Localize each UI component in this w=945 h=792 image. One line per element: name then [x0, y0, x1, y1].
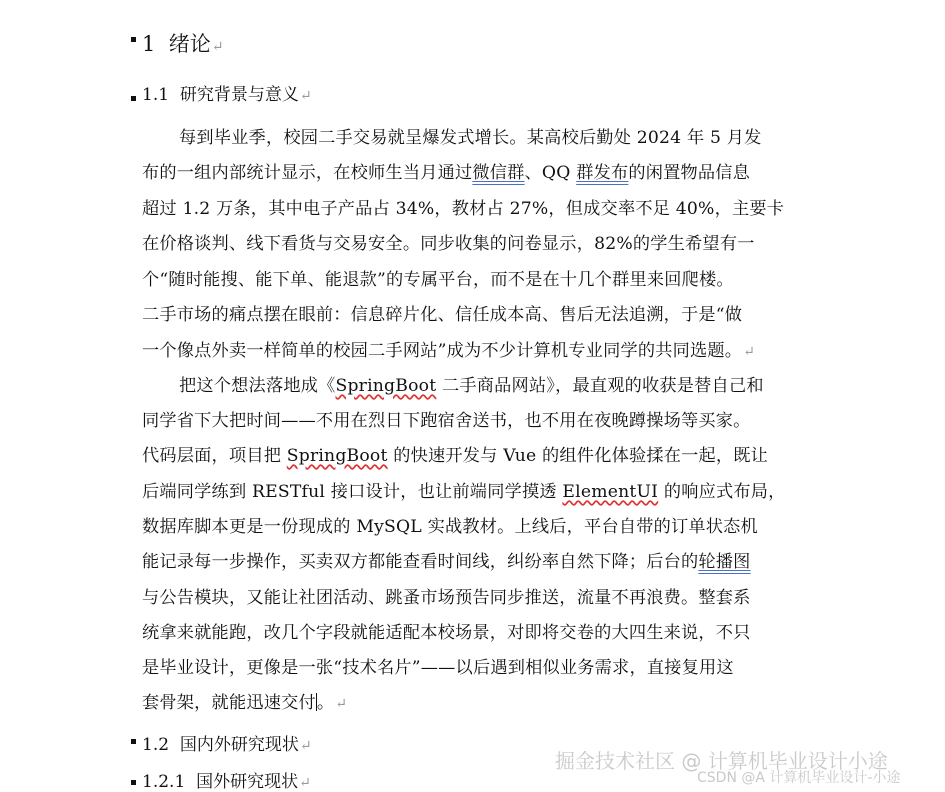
text-line: 个“随时能搜、能下单、能退款”的专属平台，而不是在十几个群里来回爬楼。: [142, 270, 734, 290]
text-line: 能记录每一步操作，买卖双方都能查看时间线，纠纷率自然下降；后台的轮播图: [142, 552, 751, 572]
heading-1-1[interactable]: [142, 80, 312, 105]
paragraph-mark-icon: ↵: [211, 39, 224, 55]
text-line: 在价格谈判、线下看货与交易安全。同步收集的问卷显示，82%的学生希望有一: [142, 234, 755, 254]
text-line: 数据库脚本更是一份现成的 MySQL 实战教材。上线后，平台自带的订单状态机: [142, 517, 758, 537]
watermark-main: 掘金技术社区 @ 计算机毕业设计小途: [555, 749, 888, 773]
grammar-underlined-word: 轮播图: [698, 552, 751, 572]
text-line: 超过 1.2 万条，其中电子产品占 34%，教材占 27%，但成交率不足 40%，主要卡: [142, 199, 785, 219]
spell-underlined-word: SpringBoot: [286, 446, 388, 466]
text-line: 一个像点外卖一样简单的校园二手网站”成为不少计算机专业同学的共同选题。↵: [142, 341, 756, 361]
heading-1-2[interactable]: [142, 730, 312, 755]
text-line: 布的一组内部统计显示，在校师生当月通过微信群、QQ 群发布的闲置物品信息: [142, 163, 751, 183]
watermark-sub: CSDN @A 计算机毕业设计-小途: [697, 770, 901, 786]
heading-1-2-1[interactable]: [142, 767, 311, 792]
heading-1-2-text: 国内外研究现状: [179, 735, 299, 755]
heading-marker: [131, 780, 136, 785]
heading-1-1-text: 研究背景与意义: [179, 85, 299, 105]
text-line: 统拿来就能跑，改几个字段就能适配本校场景，对即将交卷的大四生来说，不只: [142, 623, 751, 643]
heading-1-1-number: 1.1: [142, 85, 170, 105]
heading-marker: [131, 96, 136, 101]
text-line: 代码层面，项目把 SpringBoot 的快速开发与 Vue 的组件化体验揉在一起，既让: [142, 446, 769, 466]
heading-1-2-1-number: 1.2.1: [142, 772, 186, 792]
paragraph-mark-icon: ↵: [299, 738, 312, 754]
heading-1-2-number: 1.2: [142, 735, 170, 755]
text-line: 是毕业设计，更像是一张“技术名片”——以后遇到相似业务需求，直接复用这: [142, 658, 734, 678]
text-line: 与公告模块，又能让社团活动、跳蚤市场预告同步推送，流量不再浪费。整套系: [142, 588, 751, 608]
text-line: 套骨架，就能迅速交付。↵: [142, 693, 348, 713]
heading-1[interactable]: [142, 28, 223, 58]
paragraph-mark-icon: ↵: [299, 775, 311, 791]
heading-marker: [131, 37, 136, 42]
paragraph-mark-icon: ↵: [299, 88, 312, 104]
grammar-underlined-word: 微信群: [472, 163, 525, 183]
text-line: 把这个想法落地成《SpringBoot 二手商品网站》，最直观的收获是替自己和: [179, 376, 764, 396]
text-line: 每到毕业季，校园二手交易就呈爆发式增长。某高校后勤处 2024 年 5 月发: [179, 128, 762, 148]
heading-marker: [131, 739, 136, 744]
spell-underlined-word: SpringBoot: [335, 376, 437, 396]
heading-1-2-1-text: 国外研究现状: [196, 772, 299, 792]
paragraph-mark-icon: ↵: [335, 696, 348, 712]
paragraph-mark-icon: ↵: [743, 344, 756, 360]
text-line: 二手市场的痛点摆在眼前：信息碎片化、信任成本高、售后无法追溯，于是“做: [142, 305, 743, 325]
text-line: 后端同学练到 RESTful 接口设计，也让前端同学摸透 ElementUI 的响应式布局，: [142, 482, 786, 502]
heading-1-text: 绪论: [168, 32, 211, 56]
grammar-underlined-word: 群发布: [576, 163, 629, 183]
spell-underlined-word: ElementUI: [562, 482, 659, 502]
heading-1-number: 1: [142, 32, 156, 56]
text-line: 同学省下大把时间——不用在烈日下跑宿舍送书，也不用在夜晚蹲操场等买家。: [142, 411, 751, 431]
